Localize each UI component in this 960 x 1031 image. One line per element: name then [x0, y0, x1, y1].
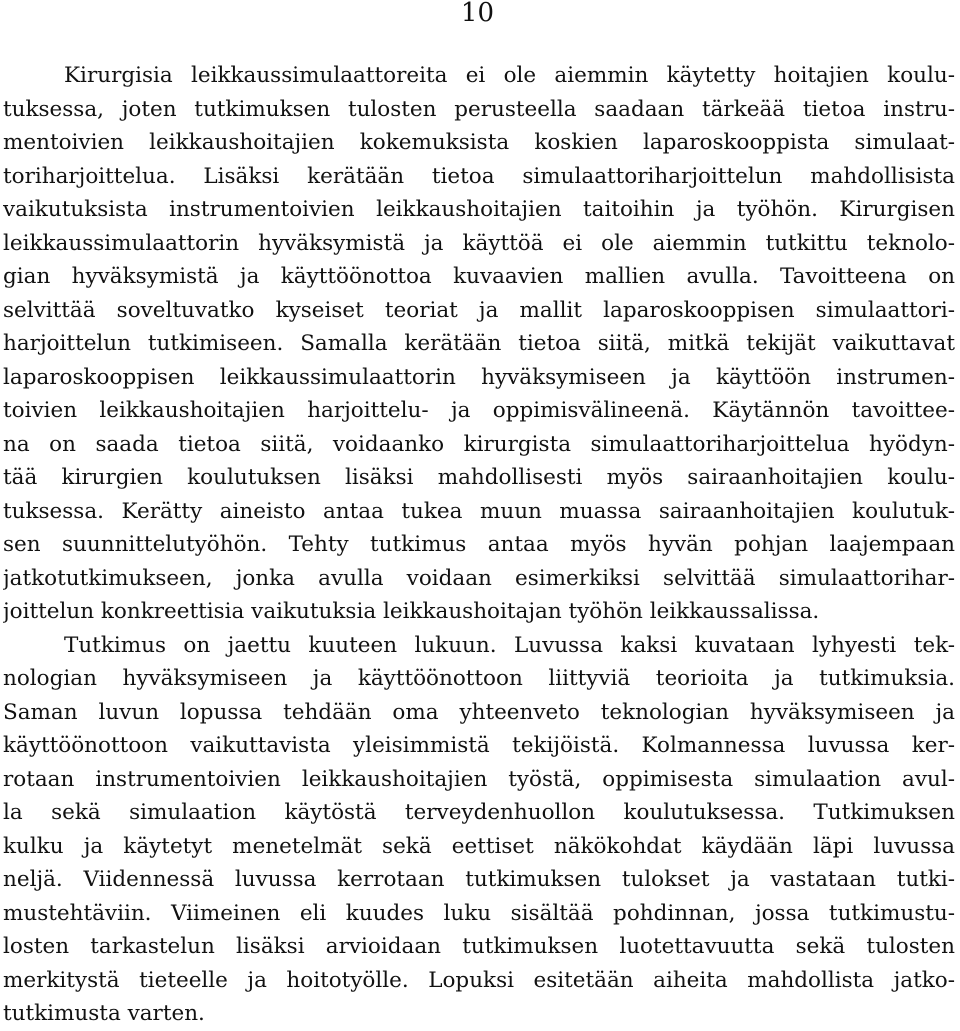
text-line: tutkimusta varten. — [3, 1001, 205, 1026]
text-line: la sekä simulaation käytöstä terveydenhuollon koulutuksessa. Tutkimuksen — [3, 800, 955, 825]
text-line: gian hyväksymistä ja käyttöönottoa kuvaavien mallien avulla. Tavoitteena on — [3, 264, 955, 289]
text-line: mustehtäviin. Viimeinen eli kuudes luku sisältää pohdinnan, jossa tutkimustu- — [3, 900, 955, 926]
text-line: losten tarkastelun lisäksi arvioidaan tutkimuksen luotettavuutta sekä tulosten — [3, 934, 955, 959]
text-line: tuksessa. Kerätty aineisto antaa tukea muun muassa sairaanhoitajien koulutuk- — [3, 498, 955, 524]
paragraph — [3, 629, 955, 1031]
text-line: leikkaussimulaattorin hyväksymistä ja käyttöä ei ole aiemmin tutkittu teknolo- — [3, 230, 955, 256]
text-line: rotaan instrumentoivien leikkaushoitajien työstä, oppimisesta simulaation avul- — [3, 766, 955, 792]
text-line: Saman luvun lopussa tehdään oma yhteenveto teknologian hyväksymiseen ja — [3, 699, 955, 725]
page-number: 10 — [460, 0, 494, 28]
text-line: tuksessa, joten tutkimuksen tulosten perusteella saadaan tärkeää tietoa instru- — [3, 96, 955, 122]
text-line: merkitystä tieteelle ja hoitotyölle. Lopuksi esitetään aiheita mahdollista jatko- — [3, 967, 955, 993]
text-line: joittelun konkreettisia vaikutuksia leikkaushoitajan työhön leikkaussalissa. — [3, 599, 820, 624]
text-line: vaikutuksista instrumentoivien leikkaushoitajien taitoihin ja työhön. Kirurgisen — [3, 197, 955, 222]
text-line: nologian hyväksymiseen ja käyttöönottoon liittyviä teorioita ja tutkimuksia. — [3, 666, 955, 691]
text-line: toivien leikkaushoitajien harjoittelu- ja oppimisvälineenä. Käytännön tavoittee- — [3, 398, 955, 423]
text-line: käyttöönottoon vaikuttavista yleisimmistä tekijöistä. Kolmannessa luvussa ker- — [3, 733, 955, 758]
text-line: tää kirurgien koulutuksen lisäksi mahdollisesti myös sairaanhoitajien koulu- — [3, 465, 955, 490]
text-line: Tutkimus on jaettu kuuteen lukuun. Luvussa kaksi kuvataan lyhyesti tek- — [64, 632, 955, 658]
text-line: toriharjoittelua. Lisäksi kerätään tietoa simulaattoriharjoittelun mahdollisista — [3, 163, 955, 189]
paragraph — [3, 59, 955, 629]
text-line: sen suunnittelutyöhön. Tehty tutkimus antaa myös hyvän pohjan laajempaan — [3, 532, 955, 557]
text-line: laparoskooppisen leikkaussimulaattorin hyväksymiseen ja käyttöön instrumen- — [3, 364, 955, 390]
text-line: kulku ja käytetyt menetelmät sekä eettiset näkökohdat käydään läpi luvussa — [3, 833, 955, 859]
text-line: na on saada tietoa siitä, voidaanko kirurgista simulaattoriharjoittelua hyödyn- — [3, 431, 955, 457]
text-line: selvittää soveltuvatko kyseiset teoriat ja mallit laparoskooppisen simulaattori- — [3, 297, 955, 323]
text-line: harjoittelun tutkimiseen. Samalla kerätään tietoa siitä, mitkä tekijät vaikuttavat — [3, 331, 955, 356]
text-line: neljä. Viidennessä luvussa kerrotaan tutkimuksen tulokset ja vastataan tutki- — [3, 867, 955, 892]
text-line: jatkotutkimukseen, jonka avulla voidaan esimerkiksi selvittää simulaattorihar- — [3, 565, 955, 591]
text-line: Kirurgisia leikkaussimulaattoreita ei ole aiemmin käytetty hoitajien koulu- — [64, 63, 955, 88]
body-text — [3, 59, 955, 1031]
text-line: mentoivien leikkaushoitajien kokemuksista koskien laparoskooppista simulaat- — [3, 130, 955, 155]
